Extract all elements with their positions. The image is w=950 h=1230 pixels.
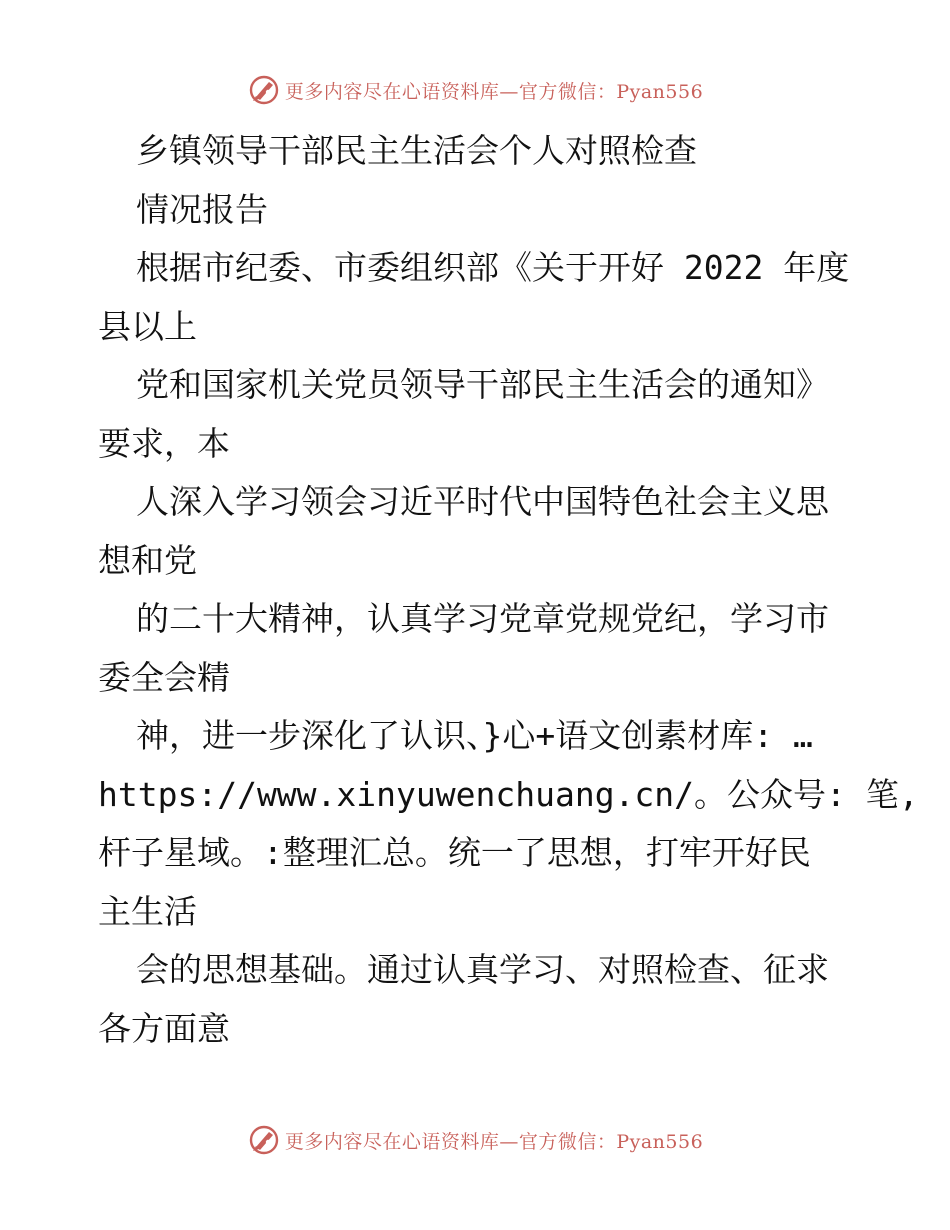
doc-line: 会的思想基础。通过认真学习、对照检查、征求 [136,950,829,989]
doc-line: 根据市纪委、市委组织部《关于开好 2022 年度 [136,248,850,287]
doc-line: 的二十大精神，认真学习党章党规党纪，学习市 [136,599,829,638]
document-body [98,122,919,1058]
doc-line-url: https://www.xinyuwenchuang.cn/。公众号: 笔, [98,774,919,814]
doc-line: 要求，本 [98,423,230,463]
footer-banner-inner [247,1123,703,1157]
header-banner [0,70,950,110]
doc-line: 想和党 [98,540,197,580]
doc-line: 主生活 [98,891,197,931]
doc-line: 委全会精 [98,657,230,697]
header-banner-inner [247,73,703,107]
doc-line-title-1: 乡镇领导干部民主生活会个人对照检查 [136,131,697,170]
doc-line: 杆子星域。:整理汇总。统一了思想，打牢开好民 [98,833,811,872]
doc-line: 党和国家机关党员领导干部民主生活会的通知》 [136,365,829,404]
footer-banner [0,1120,950,1160]
footer-banner-text: 更多内容尽在心语资料库—官方微信：Pyan556 [284,1130,704,1153]
doc-line: 县以上 [98,306,197,346]
header-banner-text: 更多内容尽在心语资料库—官方微信：Pyan556 [284,80,704,103]
doc-line: 人深入学习领会习近平时代中国特色社会主义思 [136,482,829,521]
pen-logo-icon [247,73,281,107]
doc-line: 各方面意 [98,1008,230,1048]
doc-line: 神，进一步深化了认识、}心+语文创素材库: … [136,716,813,755]
pen-logo-icon [247,1123,281,1157]
doc-line-title-2: 情况报告 [136,189,268,229]
